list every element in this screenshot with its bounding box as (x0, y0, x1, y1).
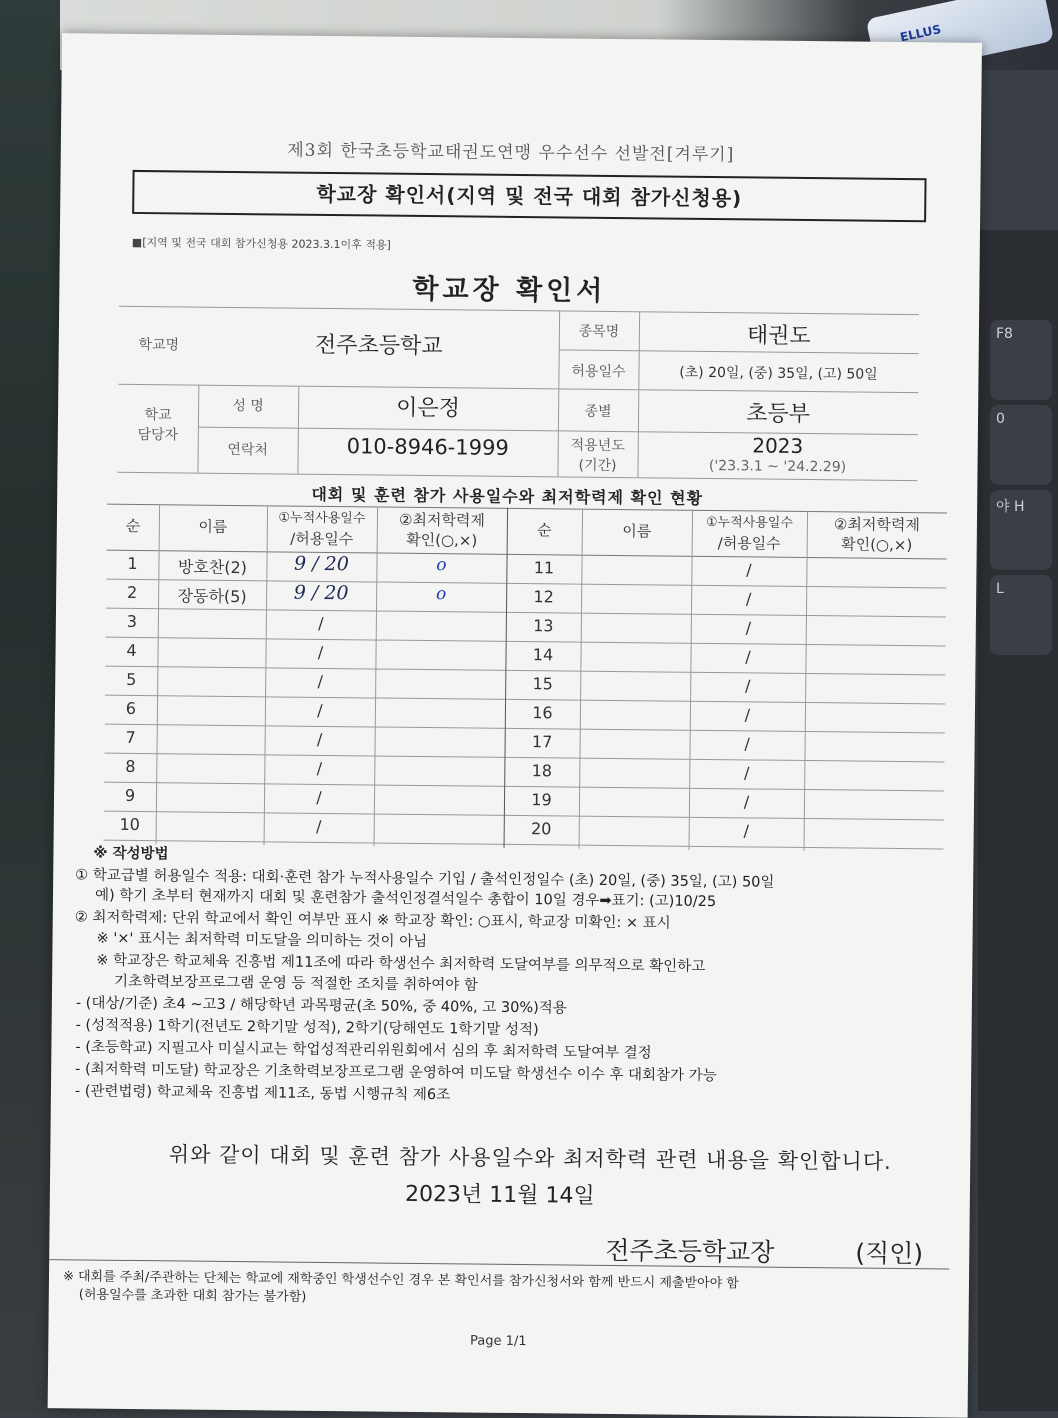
year-label-1: 적용년도 (570, 437, 625, 455)
days-used: / (745, 618, 752, 638)
player-name (157, 699, 265, 700)
tape-brand: ELLUS (898, 22, 943, 45)
col-days-left-2: /허용일수 (290, 529, 354, 549)
col-no-left: 순 (125, 516, 141, 536)
division-value: 초등부 (746, 401, 811, 428)
academic-check (374, 815, 504, 816)
days-used: / (316, 758, 323, 778)
col-academic-left-2: 확인(○,×) (406, 530, 478, 550)
col-days-right-1: ①누적사용일수 (705, 514, 794, 531)
player-name (157, 670, 265, 671)
allowed-days-label: 허용일수 (571, 363, 626, 381)
player-name (156, 757, 264, 758)
days-used: / (316, 787, 322, 807)
instruction-line: - (최저학력 미도달) 학교장은 기초학력보장프로그램 운영하여 미도달 학생선수 이수 후 대회참가 가능 (75, 1061, 717, 1085)
days-used: / (745, 589, 752, 609)
days-used: / (746, 560, 752, 580)
row-number: 16 (532, 703, 553, 723)
key-f8: F8 (990, 320, 1052, 400)
instruction-line: ① 학교급별 허용일수 적용: 대회·훈련 참가 누적사용일수 기입 / 출석인정일수 (초) 20일, (중) 35일, (고) 50일 (75, 867, 775, 891)
player-name (581, 617, 691, 618)
days-used: 9 / 20 (293, 552, 349, 576)
staff-name-value: 이은정 (396, 395, 461, 422)
instruction-line: - (성적적용) 1학기(전년도 2학기말 성적), 2학기(당해연도 1학기말 성적) (75, 1017, 539, 1039)
col-name-right: 이름 (622, 522, 652, 541)
player-name (156, 786, 264, 787)
allowed-days-value: (초) 20일, (중) 35일, (고) 50일 (679, 364, 878, 383)
player-name (579, 762, 689, 763)
academic-check (375, 670, 505, 671)
days-used: / (318, 613, 324, 633)
staff-label-1: 학교 (144, 407, 172, 424)
form-title-box: 학교장 확인서(지역 및 전국 대회 참가신청용) (132, 170, 926, 222)
row-number: 17 (531, 732, 553, 752)
keyboard (978, 230, 1058, 1411)
col-days-right-2: /허용일수 (717, 534, 781, 553)
key-0: 0 (990, 405, 1052, 485)
days-used: / (317, 671, 324, 691)
event-value: 태권도 (746, 323, 811, 350)
instruction-line: - (대상/기준) 초4 ~고3 / 해당학년 과목평균(초 50%, 중 40%, 고 30%)적용 (75, 995, 567, 1017)
days-used: / (744, 705, 751, 725)
player-name (580, 675, 690, 676)
academic-check (374, 757, 504, 758)
row-number: 5 (126, 669, 137, 689)
academic-check (376, 642, 506, 643)
name-label: 성 명 (232, 397, 264, 415)
page-number: Page 1/1 (470, 1333, 527, 1350)
days-used: / (316, 729, 323, 749)
status-title: 대회 및 훈련 참가 사용일수와 최저학력제 확인 현황 (311, 484, 704, 508)
player-name (580, 704, 690, 705)
academic-check: o (436, 555, 447, 576)
row-number: 19 (531, 790, 552, 810)
row-number: 15 (532, 674, 554, 694)
col-academic-left-1: ②최저학력제 (398, 510, 485, 530)
academic-check (374, 786, 504, 787)
staff-label-2: 담당자 (137, 426, 179, 444)
document-page (48, 33, 982, 1418)
row-number: 12 (533, 587, 554, 607)
player-name: 장동하(5) (177, 586, 247, 607)
days-used: / (315, 816, 322, 836)
row-number: 18 (531, 761, 553, 781)
footnote-sub: (허용일수를 초과한 대회 참가는 불가함) (78, 1287, 307, 1305)
player-name (580, 733, 690, 734)
issue-date: 2023년 11월 14일 (404, 1181, 595, 1209)
row-number: 4 (126, 640, 137, 660)
row-number: 9 (124, 785, 136, 805)
player-name: 방호찬(2) (177, 557, 248, 578)
player-name (581, 646, 691, 647)
player-name (157, 728, 265, 729)
key-l: L (990, 575, 1052, 655)
instruction-line: 기초학력보장프로그램 운영 등 적절한 조치를 취하여야 함 (114, 973, 478, 994)
row-number: 11 (533, 558, 555, 578)
row-number: 13 (533, 616, 554, 636)
academic-check (375, 728, 505, 729)
instruction-line: ※ '×' 표시는 최저학력 미도달을 의미하는 것이 아님 (96, 930, 428, 951)
player-name (579, 820, 689, 821)
key-ya-h: 야 H (990, 490, 1052, 570)
event-label: 종목명 (578, 323, 620, 341)
row-number: 20 (530, 819, 552, 839)
row-number: 14 (532, 645, 554, 665)
instructions-heading: ※ 작성방법 (93, 845, 169, 863)
event-title: 제3회 한국초등학교태권도연맹 우수선수 선발전[겨루기] (287, 140, 735, 166)
division-label: 종별 (584, 403, 612, 420)
row-number: 2 (126, 582, 138, 603)
main-title: 학교장 확인서 (412, 273, 607, 307)
academic-check (376, 613, 506, 614)
instruction-line: - (초등학교) 지필고사 미실시교는 학업성적관리위원회에서 심의 후 최저학력 도달여부 결정 (75, 1039, 652, 1062)
days-used: / (745, 647, 751, 667)
school-name-label: 학교명 (138, 337, 180, 354)
player-name (581, 588, 691, 589)
days-used: / (744, 763, 750, 783)
days-used: / (743, 792, 750, 812)
footnote: ※ 대회를 주최/주관하는 단체는 학교에 재학중인 학생선수인 경우 본 확인서를 참가신청서와 함께 반드시 제출받아야 함 (62, 1269, 739, 1292)
player-name (579, 791, 689, 792)
col-academic-right-1: ②최저학력제 (833, 515, 920, 535)
player-name (158, 641, 266, 642)
row-divider (104, 840, 944, 850)
row-number: 10 (119, 814, 141, 835)
row-number: 7 (125, 727, 136, 747)
days-used: / (317, 642, 324, 662)
contact-value: 010-8946-1999 (346, 434, 509, 460)
school-name-value: 전주초등학교 (314, 332, 443, 360)
applicability-note: ■[지역 및 전국 대회 참가신청용 2023.3.1이후 적용] (131, 235, 391, 252)
col-days-left-1: ①누적사용일수 (278, 510, 366, 527)
player-name (158, 612, 266, 613)
instruction-line: 예) 학기 초부터 현재까지 대회 및 훈련참가 출석인정결석일수 총합이 10일 경우➡표기: (고)10/25 (94, 887, 717, 911)
year-value: 2023 (752, 433, 804, 458)
row-number: 6 (125, 698, 137, 718)
col-name-left: 이름 (198, 517, 228, 536)
year-label-2: (기간) (578, 457, 617, 475)
col-no-right: 순 (537, 521, 552, 540)
col-academic-right-2: 확인(○,×) (841, 535, 913, 555)
instruction-line: ※ 학교장은 학교체육 진흥법 제11조에 따라 학생선수 최저학력 도달여부를 의무적으로 확인하고 (96, 952, 706, 975)
contact-label: 연락처 (227, 441, 269, 459)
days-used: 9 / 20 (293, 581, 349, 605)
academic-check (375, 699, 505, 700)
days-used: / (743, 821, 749, 841)
instruction-line: ② 최저학력제: 단위 학교에서 확인 여부만 표시 ※ 학교장 확인: ○표시, 학교장 미확인: × 표시 (74, 909, 671, 932)
official-seal: (직인) (855, 1238, 924, 1269)
confirmation-statement: 위와 같이 대회 및 훈련 참가 사용일수와 최저학력 관련 내용을 확인합니다. (168, 1142, 892, 1174)
row-number: 3 (126, 611, 138, 631)
player-name (582, 559, 692, 560)
period-value: ('23.3.1 ~ '24.2.29) (708, 457, 847, 476)
principal-name: 전주초등학교장 (605, 1235, 775, 1267)
days-used: / (317, 700, 323, 720)
days-used: / (744, 676, 751, 696)
player-name (156, 815, 264, 816)
row-number: 1 (127, 553, 138, 574)
days-used: / (744, 734, 750, 754)
row-number: 8 (125, 756, 136, 776)
instruction-line: - (관련법령) 학교체육 진흥법 제11조, 동법 시행규칙 제6조 (74, 1083, 451, 1104)
academic-check: o (435, 584, 447, 605)
